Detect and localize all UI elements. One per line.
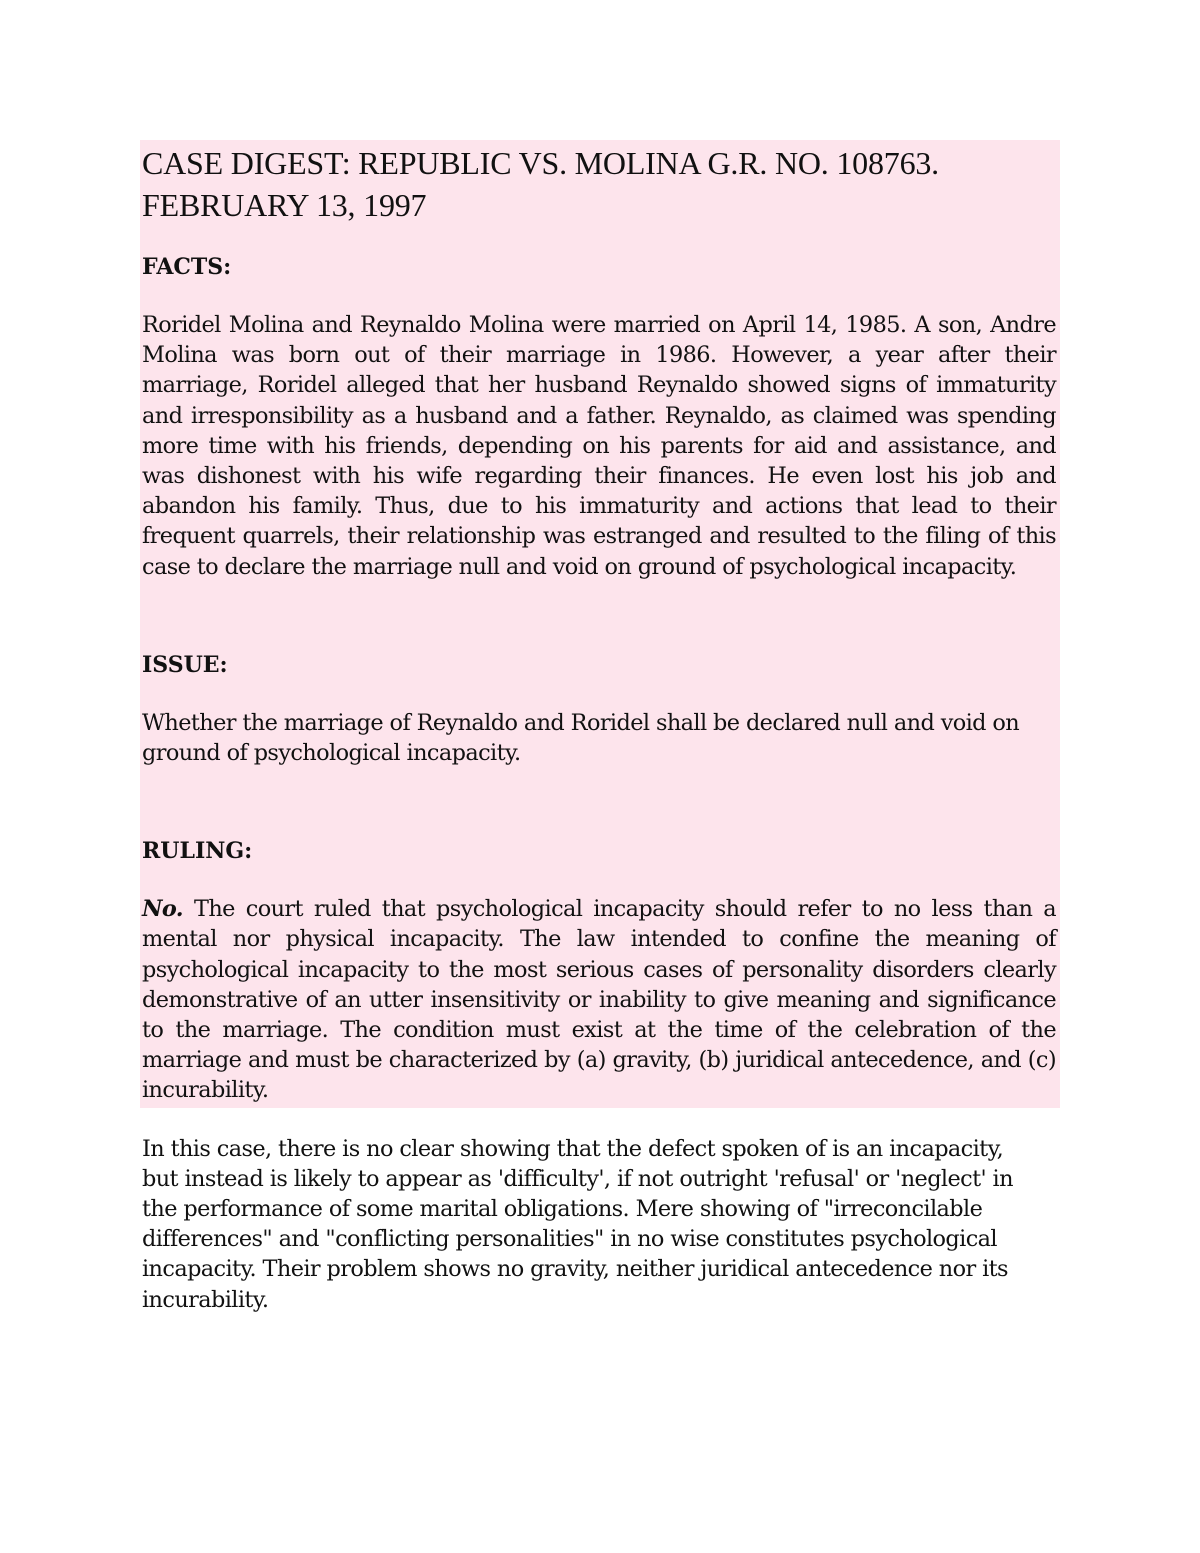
ruling-paragraph [142, 894, 1056, 1105]
ruling-answer: No. [142, 896, 184, 923]
conclusion-section [140, 1134, 1042, 1315]
facts-paragraph: Roridel Molina and Reynaldo Molina were married on April 14, 1985. A son, Andre Molina was born out of their marriage in 1986. However, a year after their marriage, Roridel alleged that her husband Reynaldo showed signs of immaturity and irresponsibility as a husband and a father. Reynaldo, as claimed was spending more time with his friends, depending on his parents for aid and assistance, and was dishonest with his wife regarding their finances. He even lost his job and abandon his family. Thus, due to his immaturity and actions that lead to their frequent quarrels, their relationship was estranged and resulted to the filing of this case to declare the marriage null and void on ground of psychological incapacity. [142, 312, 1056, 580]
issue-heading: ISSUE: [142, 651, 228, 678]
ruling-text: The court ruled that psychological incapacity should refer to no less than a mental nor physical incapacity. The law intended to confine the meaning of psychological incapacity to the most serious cases of personality disorders clearly demonstrative of an utter insensitivity or inability to give meaning and significance to the marriage. The condition must exist at the time of the celebration of the marriage and must be characterized by (a) gravity, (b) juridical antecedence, and (c) incurability. [142, 896, 1056, 1104]
ruling-heading: RULING: [142, 838, 253, 865]
document-title [142, 140, 1056, 226]
conclusion-paragraph: In this case, there is no clear showing that the defect spoken of is an incapacity, but instead is likely to appear as 'difficulty', if not outright 'refusal' or 'neglect' in the performance of some marital obligations. Mere showing of "irreconcilable differences" and "conflicting personalities" in no wise constitutes psychological incapacity. Their problem shows no gravity, neither juridical antecedence nor its incurability. [142, 1135, 1013, 1313]
document-page [140, 140, 1060, 1315]
issue-paragraph: Whether the marriage of Reynaldo and Roridel shall be declared null and void on ground of psychological incapacity. [142, 709, 1020, 767]
highlighted-section [140, 140, 1060, 1108]
title-line-1: CASE DIGEST: REPUBLIC VS. MOLINA G.R. NO. 108763. [142, 145, 939, 181]
title-line-2: FEBRUARY 13, 1997 [142, 187, 427, 223]
facts-heading: FACTS: [142, 254, 232, 280]
